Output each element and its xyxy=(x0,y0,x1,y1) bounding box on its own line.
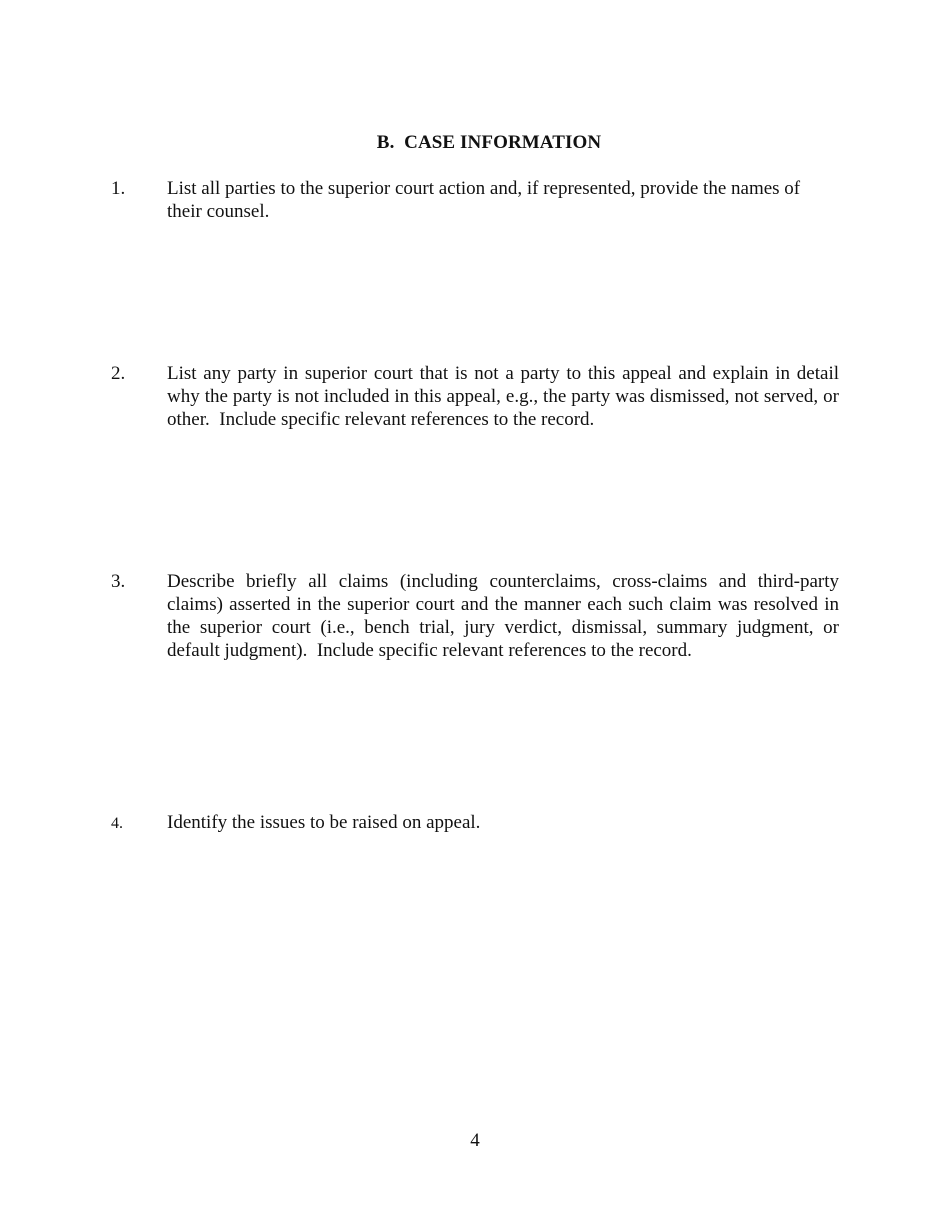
question-text: Identify the issues to be raised on appeal. xyxy=(167,812,481,833)
question-number: 2. xyxy=(111,363,126,384)
question-4 xyxy=(111,811,839,834)
question-text: List all parties to the superior court action and, if represented, provide the names of their counsel. xyxy=(167,178,801,222)
page-number: 4 xyxy=(470,1130,480,1151)
question-3 xyxy=(111,570,844,662)
question-number: 1. xyxy=(111,178,126,199)
question-2 xyxy=(111,362,844,431)
question-number: 3. xyxy=(111,571,126,592)
section-title: B. CASE INFORMATION xyxy=(376,132,602,153)
question-text: List any party in superior court that is not a party to this appeal and explain in detail why the party is not included in this appeal, e.g., the party was dismissed, not served, or other. Include specific relevant references to the record. xyxy=(167,363,844,430)
question-number: 4. xyxy=(111,815,123,832)
question-1 xyxy=(111,177,839,223)
question-text: Describe briefly all claims (including counterclaims, cross-claims and third-party claims) asserted in the superior court and the manner each such claim was resolved in the superior court (i.e., bench trial, jury verdict, dismissal, summary judgment, or default judgment). Include specific relevant references to the record. xyxy=(167,571,844,661)
